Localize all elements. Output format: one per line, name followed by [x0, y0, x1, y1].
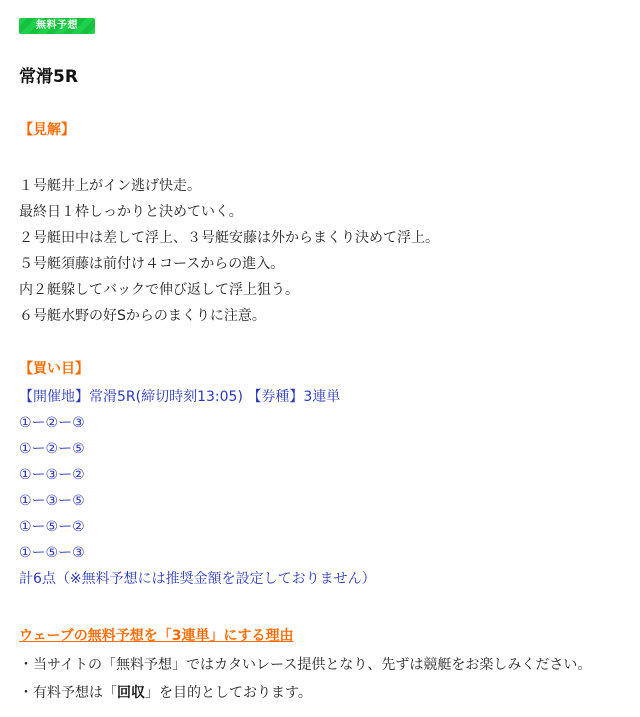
- reason-note: ・当サイトの「無料予想」ではカタいレース提供となり、先ずは競艇をお楽しみください。: [19, 657, 592, 673]
- bet-total: 計6点（※無料予想には推奨金額を設定しておりません）: [19, 571, 376, 587]
- analysis-line: 内２艇躱してバックで伸び返して浮上狙う。: [19, 282, 299, 298]
- reason-note-suffix: 」を目的としております。: [145, 685, 312, 701]
- analysis-body: [19, 173, 439, 329]
- analysis-line: １号艇井上がイン逃げ快走。: [19, 178, 201, 194]
- bet-combo: ①ー③ー②: [19, 467, 85, 483]
- reason-note-bold: 回収: [117, 685, 145, 701]
- reason-link[interactable]: ウェーブの無料予想を「3連単」にする理由: [19, 628, 294, 644]
- bet-info-line: 【開催地】常滑5R(締切時刻13:05) 【券種】3連単: [19, 389, 341, 405]
- bets-list: [19, 384, 376, 592]
- analysis-line: ５号艇須藤は前付け４コースからの進入。: [19, 256, 285, 272]
- bet-combo: ①ー⑤ー②: [19, 519, 85, 535]
- bet-combo: ①ー⑤ー③: [19, 545, 85, 561]
- bet-combo: ①ー②ー③: [19, 415, 85, 431]
- analysis-line: 最終日１枠しっかりと決めていく。: [19, 204, 243, 220]
- free-prediction-badge: 無料予想: [19, 18, 95, 34]
- analysis-line: ６号艇水野の好Sからのまくりに注意。: [19, 308, 266, 324]
- analysis-heading: 【見解】: [19, 122, 75, 138]
- bet-combo: ①ー③ー⑤: [19, 493, 85, 509]
- reason-notes: [19, 651, 591, 707]
- reason-note-prefix: ・有料予想は「: [19, 685, 117, 701]
- analysis-line: ２号艇田中は差して浮上、３号艇安藤は外からまくり決めて浮上。: [19, 230, 439, 246]
- bets-heading: 【買い目】: [19, 361, 89, 377]
- reason-note: [19, 679, 591, 707]
- race-title: 常滑5R: [19, 67, 78, 87]
- bet-combo: ①ー②ー⑤: [19, 441, 85, 457]
